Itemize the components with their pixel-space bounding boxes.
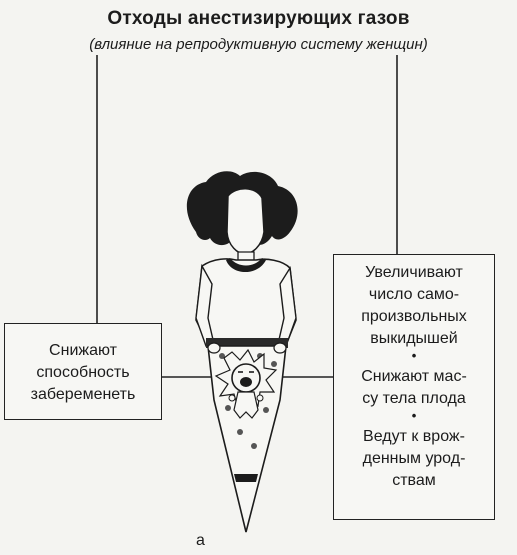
diagram-title: Отходы анестизирующих газов: [107, 8, 410, 29]
skirt-dot: [263, 407, 269, 413]
diagram-subtitle: (влияние на репродуктивную систему женщин): [89, 36, 428, 53]
effect-box-fertility: [4, 323, 162, 420]
effect-text-line: денным урод-: [362, 450, 466, 467]
baby-fist-right: [257, 395, 263, 401]
separator-bullet: •: [411, 348, 417, 363]
effect-text-line: Ведут к врож-: [363, 428, 465, 445]
effect-text-line: Снижают: [49, 342, 117, 359]
baby-mouth: [240, 377, 252, 387]
separator-bullet: •: [411, 408, 417, 423]
skirt-dot: [237, 429, 243, 435]
figure-caption: а: [196, 532, 205, 549]
effect-text-line: выкидышей: [370, 330, 458, 347]
face: [227, 189, 264, 254]
woman-figure: [187, 171, 298, 532]
effect-text-line: Снижают мас-: [361, 368, 467, 385]
effect-text-line: забеременеть: [30, 386, 136, 403]
effect-text-line: число само-: [368, 286, 460, 303]
effect-text-line: способность: [36, 364, 130, 381]
effect-text-line: произвольных: [361, 308, 467, 325]
effect-text-line: су тела плода: [362, 390, 466, 407]
skirt-dot: [251, 443, 257, 449]
skirt-dot: [271, 361, 277, 367]
skirt-band: [234, 474, 258, 482]
right-hand: [274, 343, 286, 353]
skirt-dot: [225, 405, 231, 411]
baby-fist-left: [229, 395, 235, 401]
effect-text-line: Увеличивают: [365, 264, 463, 281]
effect-text-line: ствам: [392, 472, 436, 489]
effect-box-pregnancy: [333, 254, 495, 520]
left-hand: [208, 343, 220, 353]
